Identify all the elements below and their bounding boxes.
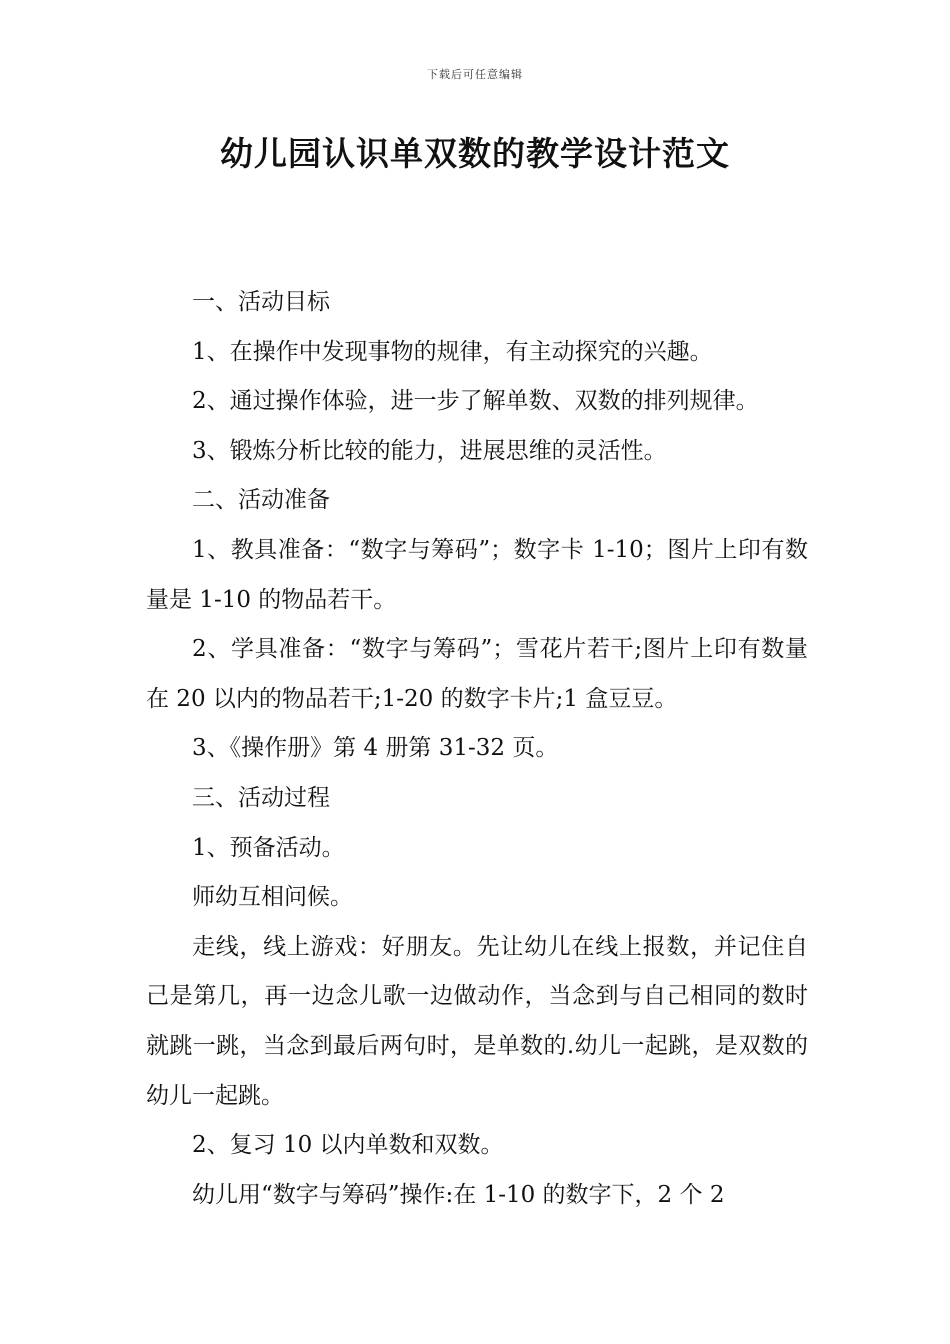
document-body (146, 278, 808, 1220)
section-heading-preparation: 二、活动准备 (192, 487, 330, 514)
paragraph: 3、《操作册》第 4 册第 31-32 页。 (192, 735, 559, 762)
paragraph: 1、预备活动。 (192, 834, 345, 861)
paragraph: 1、教具准备：“数字与筹码”；数字卡 1-10；图片上印有数量是 1-10 的物品若干。 (146, 536, 808, 613)
paragraph: 3、锻炼分析比较的能力，进展思维的灵活性。 (192, 437, 667, 464)
paragraph: 走线，线上游戏：好朋友。先让幼儿在线上报数，并记住自己是第几，再一边念儿歌一边做动作，当念到与自己相同的数时就跳一跳，当念到最后两句时，是单数的.幼儿一起跳，是双数的幼儿一起跳。 (146, 933, 808, 1109)
page-header-note: 下载后可任意编辑 (427, 68, 523, 81)
paragraph: 2、复习 10 以内单数和双数。 (192, 1132, 504, 1159)
section-heading-process: 三、活动过程 (192, 784, 330, 811)
paragraph: 师幼互相问候。 (192, 884, 353, 911)
paragraph: 2、通过操作体验，进一步了解单数、双数的排列规律。 (192, 388, 759, 415)
paragraph: 1、在操作中发现事物的规律，有主动探究的兴趣。 (192, 338, 713, 365)
paragraph: 幼儿用“数字与筹码”操作:在 1-10 的数字下，2 个 2 (192, 1181, 725, 1208)
paragraph: 2、学具准备：“数字与筹码”；雪花片若干;图片上印有数量在 20 以内的物品若干;1-20 的数字卡片;1 盒豆豆。 (146, 636, 808, 712)
document-title: 幼儿园认识单双数的教学设计范文 (220, 134, 730, 173)
section-heading-goals: 一、活动目标 (192, 289, 330, 315)
